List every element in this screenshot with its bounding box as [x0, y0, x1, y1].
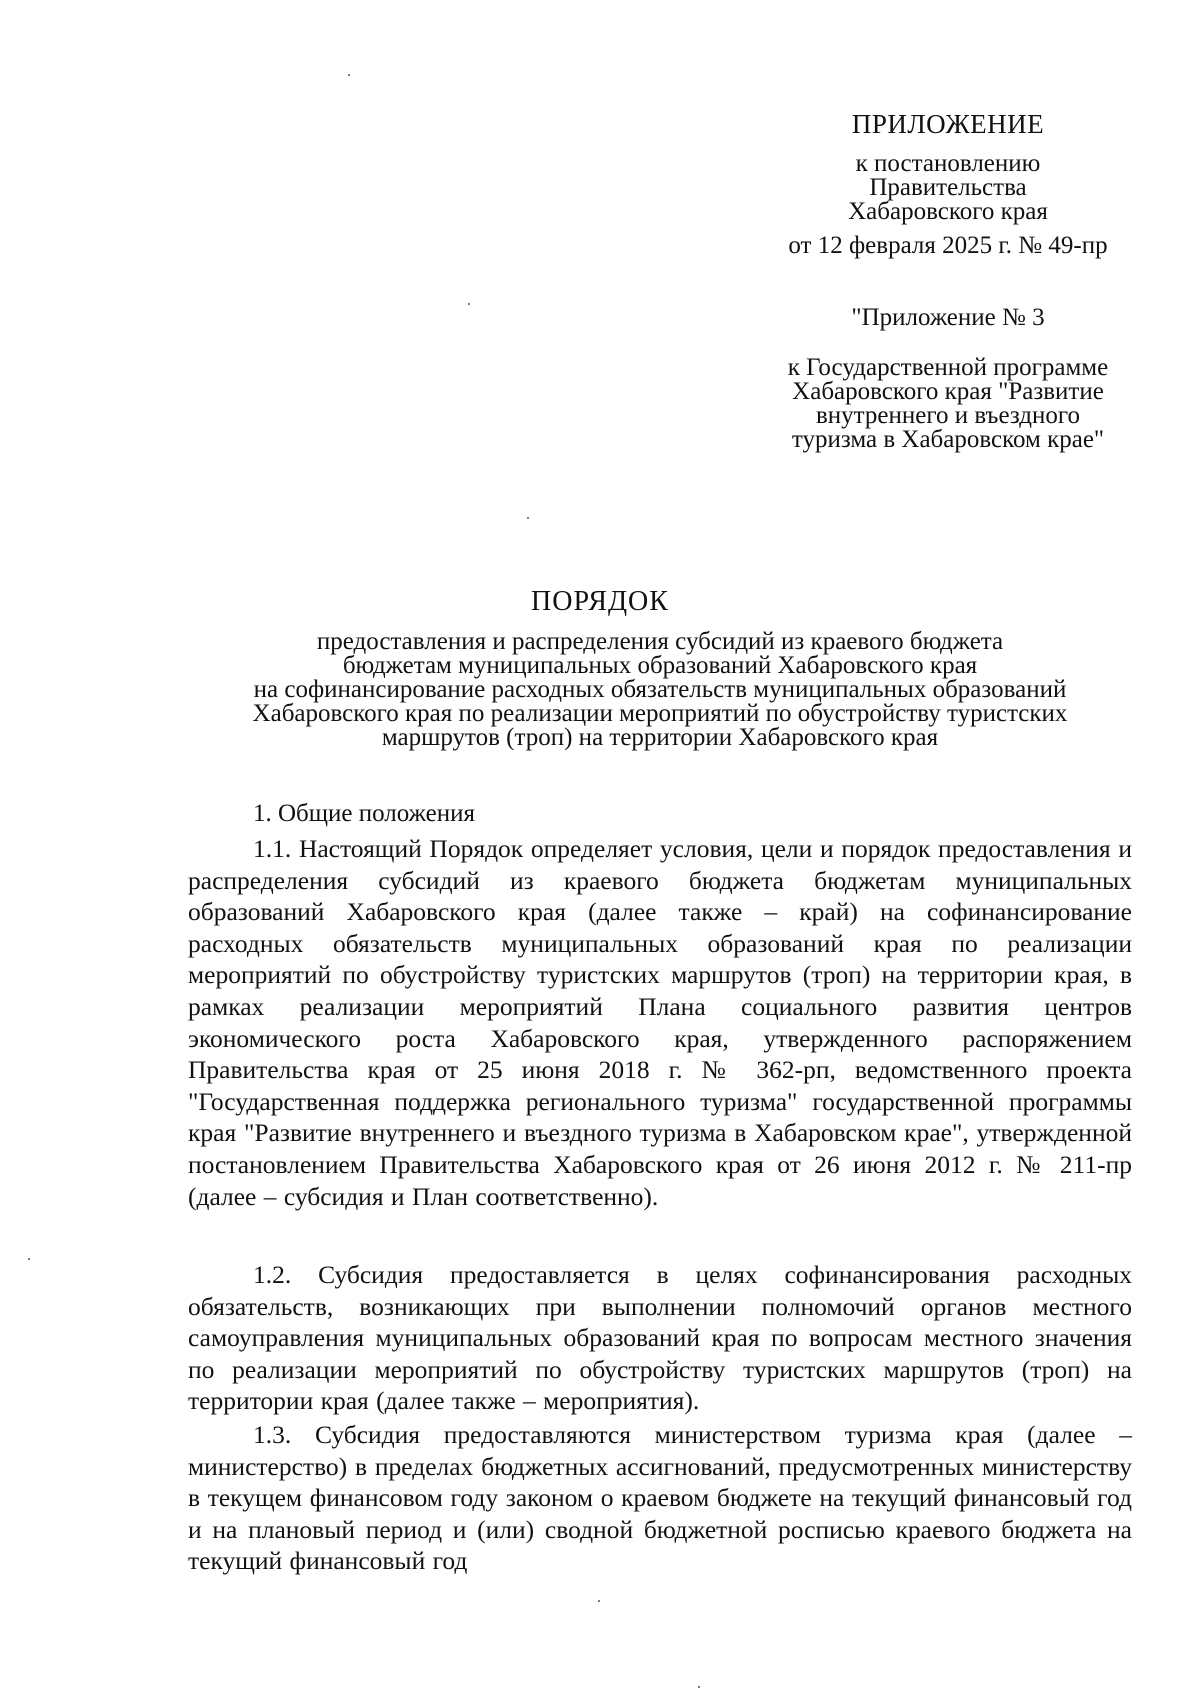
- subtitle-line: на софинансирование расходных обязательств муниципальных образований: [253, 676, 1067, 703]
- program-reference-line: к Государственной программе: [787, 354, 1109, 381]
- subtitle-line: маршрутов (троп) на территории Хабаровского края: [381, 724, 939, 751]
- program-reference-line: туризма в Хабаровском крае": [791, 426, 1105, 453]
- paragraph-1-1: 1.1. Настоящий Порядок определяет условия, цели и порядок предоставления и распределения субсидий из краевого бюджета бюджетам муниципальных образований Хабаровского края (далее также – край) на софинансирование расходных обязательств муниципальных образований края по реализации мероприятий по обустройству туристских маршрутов (троп) на территории края, в рамках реализации мероприятий Плана социального развития центров экономического роста Хабаровского края, утвержденного распоряжением Правительства края от 25 июня 2018 г. № 362-рп, ведомственного проекта "Государственная поддержка регионального туризма" государственной программы края "Развитие внутреннего и въездного туризма в Хабаровском крае", утвержденной постановлением Правительства Хабаровского края от 26 июня 2012 г. № 211-пр (далее – субсидия и План соответственно).: [188, 834, 1132, 1211]
- subtitle-line: предоставления и распределения субсидий из краевого бюджета: [316, 628, 1004, 655]
- program-reference-line: внутреннего и въездного: [815, 402, 1081, 429]
- scan-speck: [468, 303, 470, 305]
- paragraph-1-3: 1.3. Субсидия предоставляются министерством туризма края (далее – министерство) в пределах бюджетных ассигнований, предусмотренных министерству в текущем финансовом году законом о краевом бюджете на текущий финансовый год и на плановый период и (или) сводной бюджетной росписью краевого бюджета на текущий финансовый год: [188, 1420, 1132, 1576]
- resolution-reference-line: к постановлению: [855, 150, 1041, 177]
- appendix-title: ПРИЛОЖЕНИЕ: [851, 109, 1045, 139]
- document-title: ПОРЯДОК: [531, 586, 669, 617]
- scan-speck: [698, 1686, 700, 1688]
- scan-speck: [28, 1258, 30, 1260]
- program-reference: [752, 356, 1144, 452]
- annex-number: "Приложение № 3: [851, 304, 1045, 331]
- program-reference-line: Хабаровского края "Развитие: [792, 378, 1104, 405]
- resolution-reference-line: Правительства: [869, 174, 1027, 201]
- paragraph-1-2: 1.2. Субсидия предоставляется в целях софинансирования расходных обязательств, возникающих при выполнении полномочий органов местного самоуправления муниципальных образований края по вопросам местного значения по реализации мероприятий по обустройству туристских маршрутов (троп) на территории края (далее также – мероприятия).: [188, 1260, 1132, 1416]
- resolution-reference-line: Хабаровского края: [848, 198, 1048, 225]
- document-subtitle: [180, 630, 1140, 750]
- resolution-date: от 12 февраля 2025 г. № 49-пр: [788, 232, 1108, 259]
- scan-speck: [348, 74, 350, 76]
- subtitle-line: Хабаровского края по реализации мероприятий по обустройству туристских: [252, 700, 1068, 727]
- resolution-reference: [760, 152, 1136, 224]
- section-heading: 1. Общие положения: [253, 800, 475, 827]
- scan-speck: [527, 517, 529, 519]
- subtitle-line: бюджетам муниципальных образований Хабаровского края: [342, 652, 978, 679]
- scan-speck: [598, 1600, 600, 1602]
